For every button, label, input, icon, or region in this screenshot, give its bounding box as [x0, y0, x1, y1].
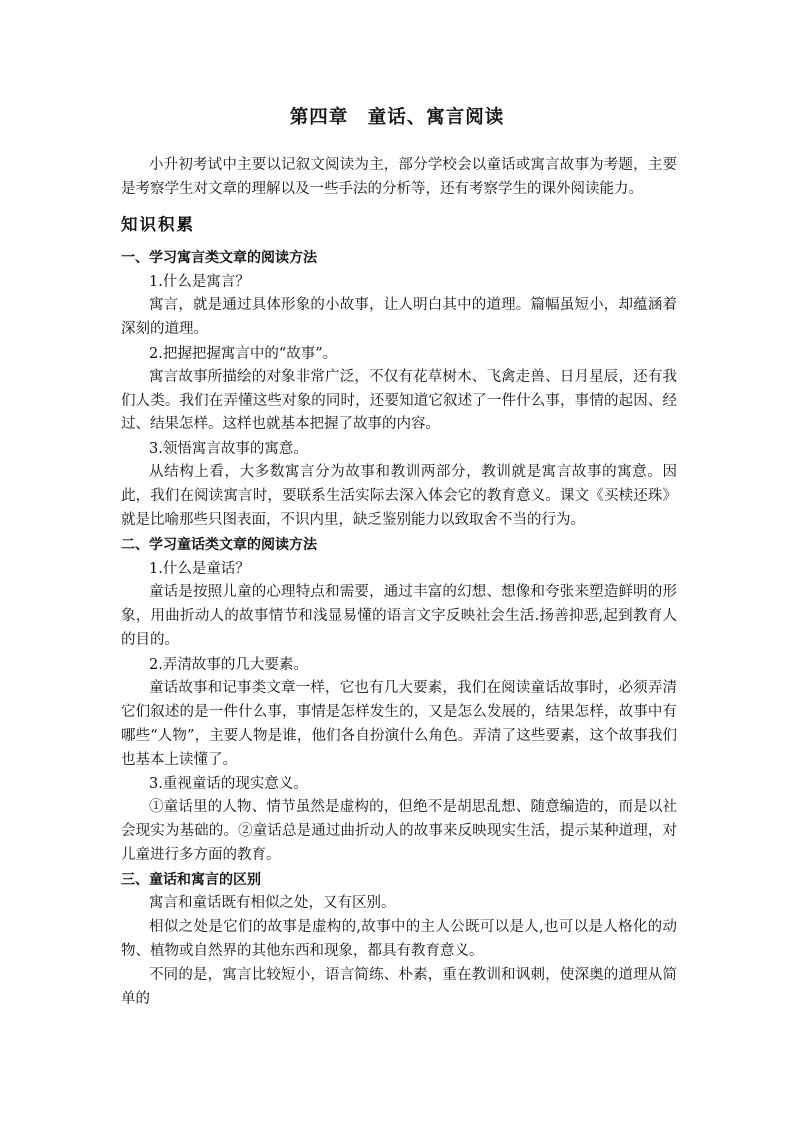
heading-difference: 三、童话和寓言的区别 [121, 872, 261, 889]
difference-paragraph-1: 寓言和童话既有相似之处，又有区别。 [149, 895, 396, 912]
difference-paragraph-2: 相似之处是它们的故事是虚构的,故事中的主人公既可以是人,也可以是人格化的动物、植物或自然界的其他东西和现象，都具有教育意义。 [121, 919, 677, 959]
heading-fable-method: 一、学习寓言类文章的阅读方法 [121, 249, 317, 266]
fairytale-answer-1: 童话是按照儿童的心理特点和需要，通过丰富的幻想、想像和夸张来塑造鲜明的形象，用曲折动人的故事情节和浅显易懂的语言文字反映社会生活.扬善抑恶,起到教育人的目的。 [121, 584, 677, 648]
fable-answer-2: 寓言故事所描绘的对象非常广泛，不仅有花草树木、飞禽走兽、日月星辰，还有我们人类。我们在弄懂这些对象的同时，还要知道它叙述了一件什么事，事情的起因、经过、结果怎样。这样也就基本把握了故事的内容。 [121, 368, 677, 433]
fairytale-answer-2: 童话故事和记事类文章一样，它也有几大要素，我们在阅读童话故事时，必须弄清它们叙述的是一件什么事，事情是怎样发生的，又是怎么发展的，结果怎样，故事中有哪些“人物”，主要人物是谁，他们各自扮演什么角色。弄清了这些要素，这个故事我们也基本上读懂了。 [121, 679, 677, 768]
fairytale-question-2: 2.弄清故事的几大要素。 [149, 656, 308, 673]
fairytale-answer-3: ①童话里的人物、情节虽然是虚构的，但绝不是胡思乱想、随意编造的，而是以社会现实为基础的。②童话总是通过曲折动人的故事来反映现实生活，提示某种道理，对儿童进行多方面的教育。 [121, 799, 677, 864]
page-title: 第四章 童话、寓言阅读 [289, 107, 505, 128]
section-heading: 知识积累 [121, 214, 195, 234]
heading-fairytale-method: 二、学习童话类文章的阅读方法 [121, 537, 317, 554]
fable-question-2: 2.把握把握寓言中的“故事”。 [149, 345, 338, 362]
fairytale-question-1: 1.什么是童话？ [149, 561, 250, 578]
fable-question-3: 3.领悟寓言故事的寓意。 [149, 441, 308, 458]
fairytale-question-3: 3.重视童话的现实意义。 [149, 776, 308, 793]
intro-paragraph: 小升初考试中主要以记叙文阅读为主，部分学校会以童话或寓言故事为考题，主要是考察学生对文章的理解以及一些手法的分析等，还有考察学生的课外阅读能力。 [121, 157, 677, 197]
fable-answer-1: 寓言，就是通过具体形象的小故事，让人明白其中的道理。篇幅虽短小，却蕴涵着深刻的道理。 [121, 296, 677, 337]
fable-question-1: 1.什么是寓言？ [149, 273, 250, 290]
fable-answer-3: 从结构上看，大多数寓言分为故事和教训两部分，教训就是寓言故事的寓意。因此，我们在阅读寓言时，要联系生活实际去深入体会它的教育意义。课文《买椟还珠》就是比喻那些只图表面，不识内里，缺乏鉴别能力以致取舍不当的行为。 [121, 464, 677, 529]
document-body [121, 154, 677, 1012]
difference-paragraph-3: 不同的是，寓言比较短小，语言简练、朴素，重在教训和讽刺，使深奥的道理从简单的 [121, 966, 677, 1007]
